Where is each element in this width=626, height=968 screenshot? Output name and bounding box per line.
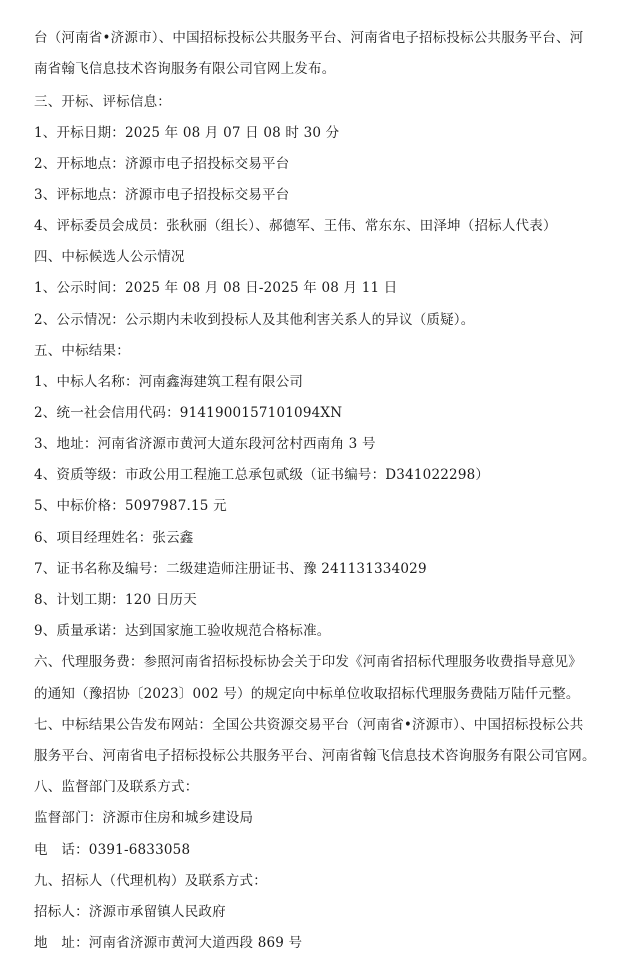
text-line: 服务平台、河南省电子招标投标公共服务平台、河南省翰飞信息技术咨询服务有限公司官网。 [34,748,596,764]
text-line: 南省翰飞信息技术咨询服务有限公司官网上发布。 [34,61,336,77]
text-line: 7、证书名称及编号：二级建造师注册证书、豫 241131334029 [34,561,427,577]
text-line: 的通知（豫招协〔2023〕002 号）的规定向中标单位收取招标代理服务费陆万陆仟元整。 [34,686,580,702]
text-line: 4、资质等级：市政公用工程施工总承包贰级（证书编号：D341022298） [34,467,490,483]
text-line: 2、统一社会信用代码：9141900157101094XN [34,405,343,421]
section-heading: 四、中标候选人公示情况 [34,249,185,265]
section-heading: 六、代理服务费：参照河南省招标投标协会关于印发《河南省招标代理服务收费指导意见》 [34,654,582,670]
section-heading: 三、开标、评标信息： [34,94,171,110]
text-line: 1、中标人名称：河南鑫海建筑工程有限公司 [34,374,304,390]
text-line: 地 址：河南省济源市黄河大道西段 869 号 [34,935,303,951]
text-line: 6、项目经理姓名：张云鑫 [34,530,194,546]
text-line: 2、开标地点：济源市电子招投标交易平台 [34,156,290,172]
text-line: 3、地址：河南省济源市黄河大道东段河岔村西南角 3 号 [34,436,376,452]
section-heading: 九、招标人（代理机构）及联系方式： [34,873,267,889]
section-heading: 八、监督部门及联系方式： [34,779,199,795]
text-line: 2、公示情况：公示期内未收到投标人及其他利害关系人的异议（质疑）。 [34,312,475,328]
text-line: 1、开标日期：2025 年 08 月 07 日 08 时 30 分 [34,125,340,141]
text-line: 3、评标地点：济源市电子招投标交易平台 [34,187,290,203]
text-line: 1、公示时间：2025 年 08 月 08 日-2025 年 08 月 11 日 [34,280,398,296]
text-line: 8、计划工期：120 日历天 [34,592,197,608]
section-heading: 七、中标结果公告发布网站：全国公共资源交易平台（河南省•济源市）、中国招标投标公共 [34,717,584,733]
text-line: 台（河南省•济源市）、中国招标投标公共服务平台、河南省电子招标投标公共服务平台、河 [34,30,584,46]
text-line: 电 话：0391-6833058 [34,842,191,858]
text-line: 9、质量承诺：达到国家施工验收规范合格标准。 [34,623,331,639]
text-line: 监督部门：济源市住房和城乡建设局 [34,810,254,826]
text-line: 5、中标价格：5097987.15 元 [34,498,227,514]
section-heading: 五、中标结果： [34,343,130,359]
text-line: 4、评标委员会成员：张秋丽（组长）、郝德军、王伟、常东东、田泽坤（招标人代表） [34,218,557,234]
text-line: 招标人：济源市承留镇人民政府 [34,904,226,920]
